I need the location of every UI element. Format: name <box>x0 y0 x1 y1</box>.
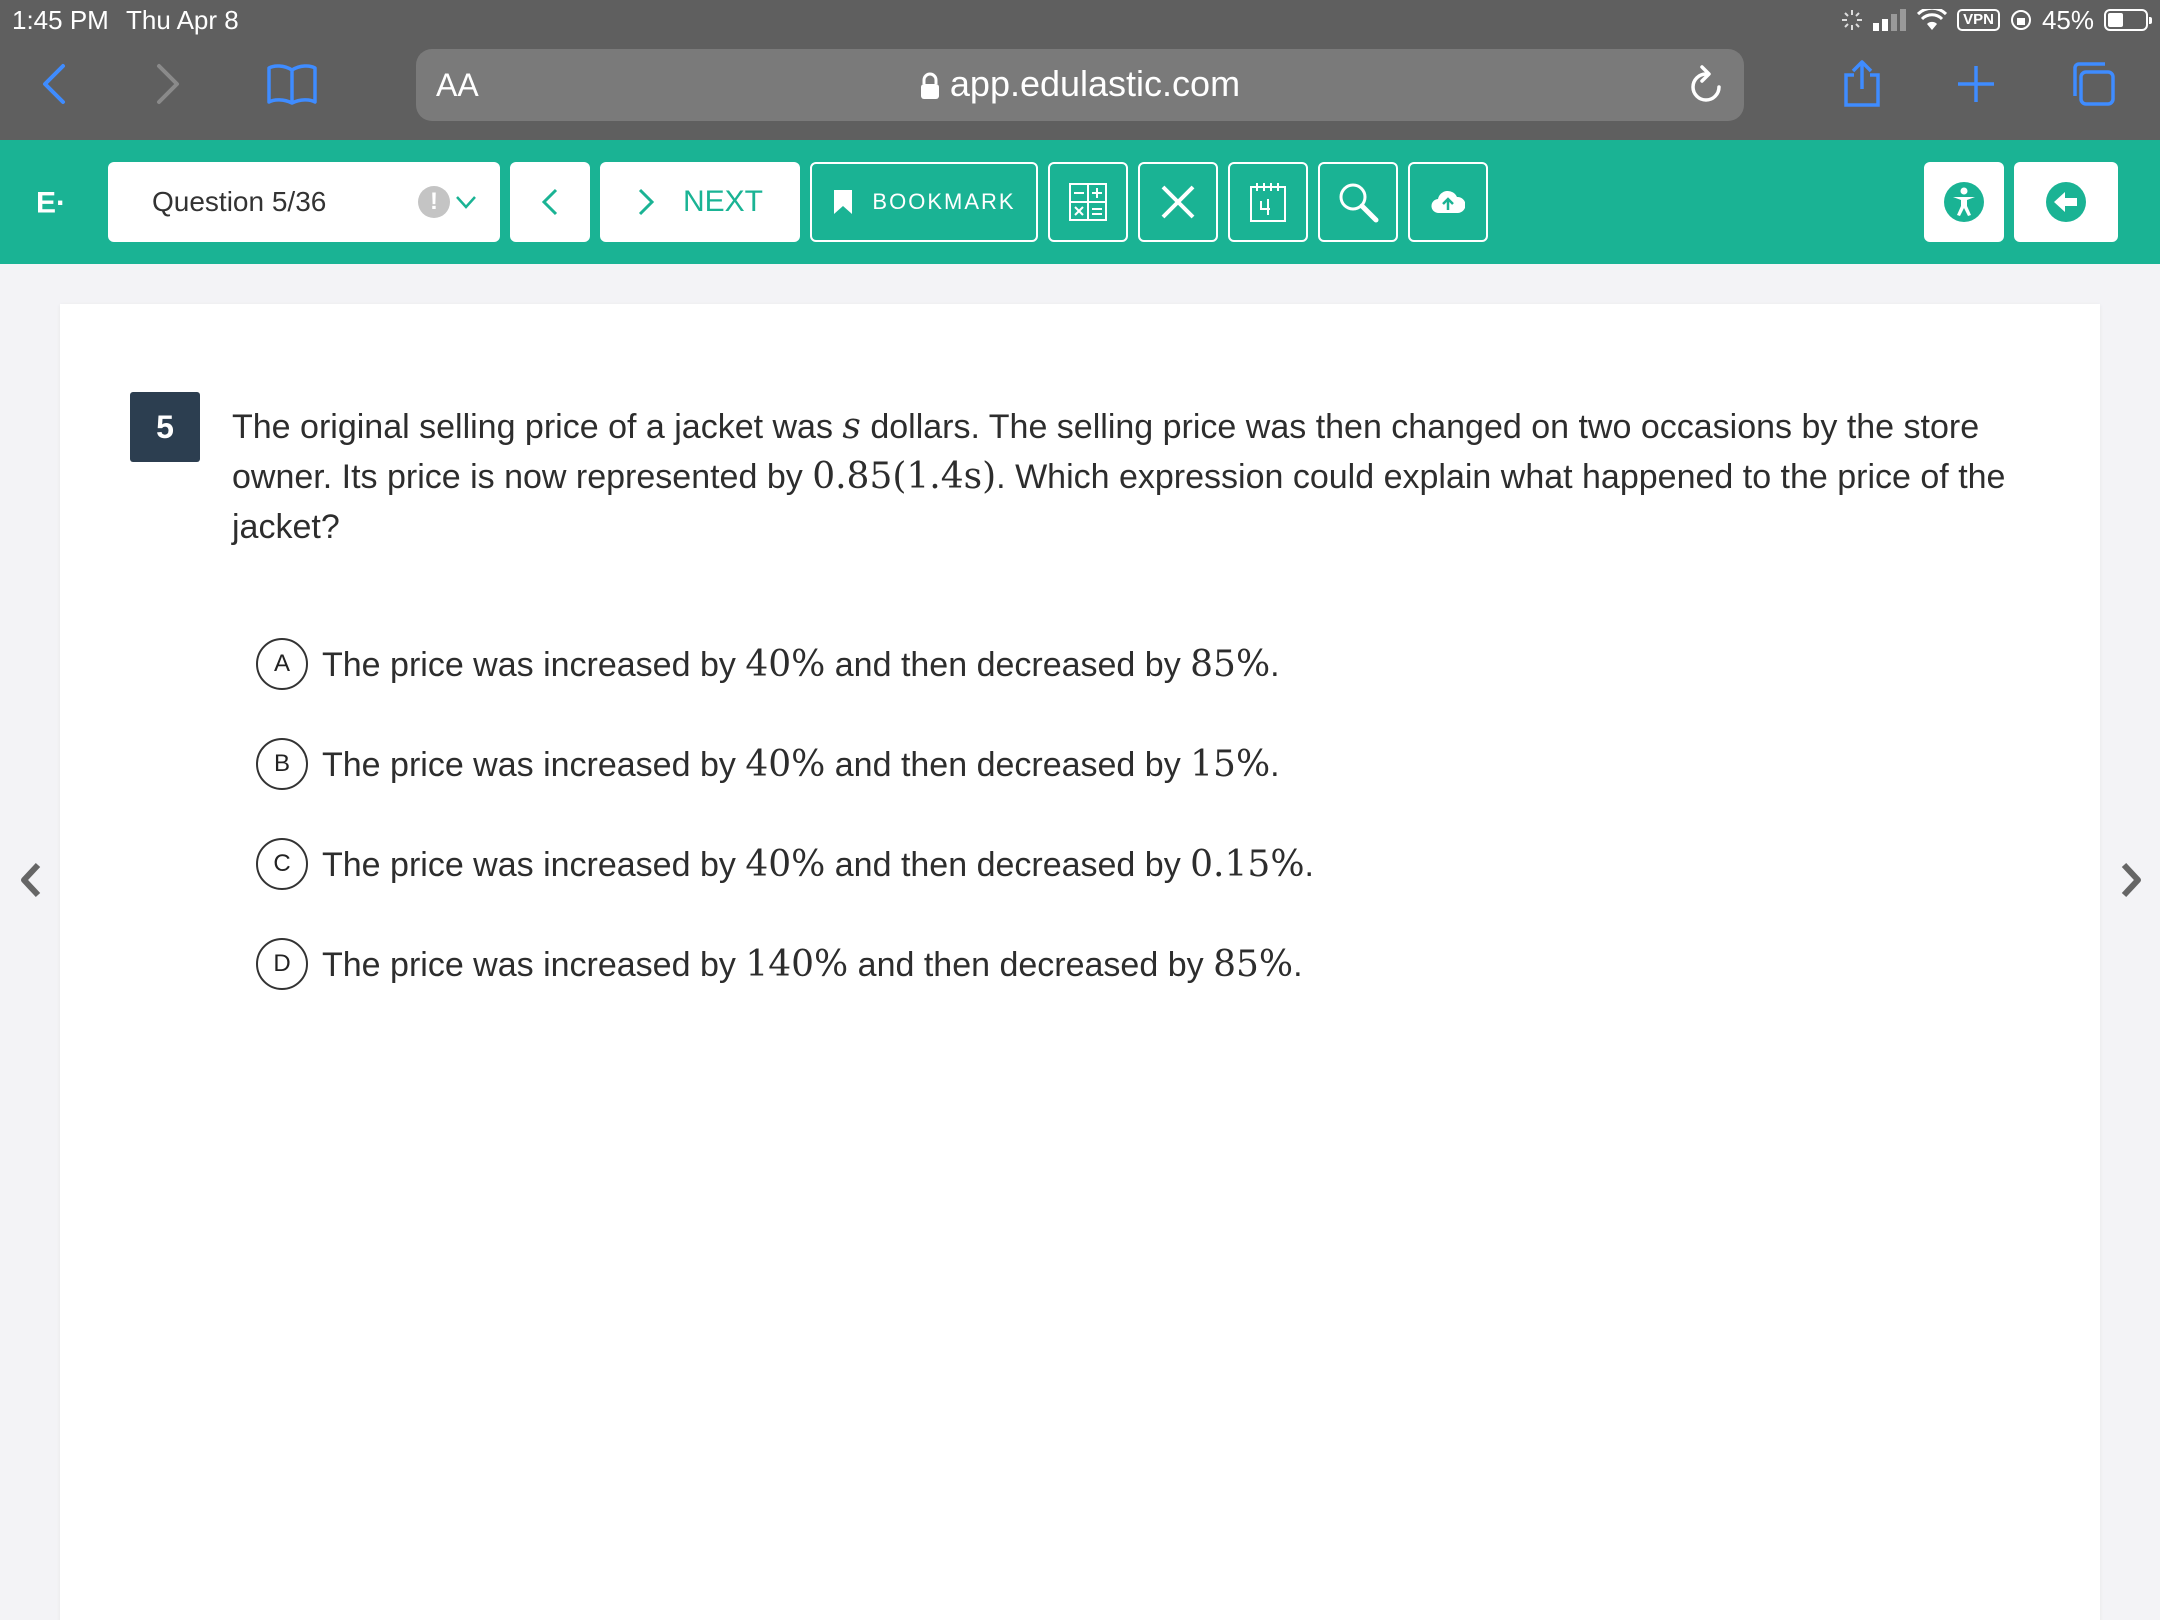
option-letter-circle[interactable]: D <box>256 938 308 990</box>
option-text: The price was increased by 140% and then decreased by 85%. <box>322 943 1303 985</box>
option-letter-circle[interactable]: A <box>256 638 308 690</box>
magnifier-icon <box>1337 181 1379 223</box>
question-stem: The original selling price of a jacket was s dollars. The selling price was then changed on two occasions by the store owner. Its price is now represented by 0.85(1.4s). Which expression could explain what happened to the price of the jacket? <box>232 406 2006 546</box>
status-time: 1:45 PM <box>12 5 109 35</box>
calculator-icon <box>1068 182 1108 222</box>
signal-icon <box>1873 9 1907 31</box>
option-text: The price was increased by 40% and then decreased by 85%. <box>322 643 1280 685</box>
question-card <box>60 304 2100 1620</box>
back-icon[interactable] <box>24 56 84 112</box>
forward-icon[interactable] <box>138 56 198 112</box>
previous-button[interactable] <box>510 162 590 242</box>
calculator-button[interactable] <box>1048 162 1128 242</box>
save-button[interactable] <box>1408 162 1488 242</box>
option-text: The price was increased by 40% and then decreased by 15%. <box>322 743 1280 785</box>
url-text: app.edulastic.com <box>416 63 1744 105</box>
exit-button[interactable] <box>2014 162 2118 242</box>
question-number-badge: 5 <box>130 392 200 462</box>
price-expression: 0.85(1.4s) <box>812 456 997 497</box>
option-text: The price was increased by 40% and then decreased by 0.15%. <box>322 843 1314 885</box>
warning-icon: ! <box>418 186 450 218</box>
previous-page-icon[interactable] <box>16 860 46 900</box>
battery-percent: 45% <box>2041 4 2094 35</box>
scratchpad-icon <box>1248 181 1288 223</box>
question-selector-label: Question 5/36 <box>152 186 327 217</box>
option-d[interactable] <box>256 934 1656 994</box>
next-button[interactable] <box>600 162 800 242</box>
accessibility-button[interactable] <box>1924 162 2004 242</box>
status-date: Thu Apr 8 <box>126 5 239 35</box>
bookmark-label: BOOKMARK <box>872 189 1016 214</box>
chevron-down-icon <box>454 188 478 216</box>
status-indicators <box>1841 4 2148 36</box>
plus-icon[interactable] <box>1946 56 2006 112</box>
activity-icon <box>1841 9 1863 31</box>
close-tool-button[interactable] <box>1138 162 1218 242</box>
cloud-upload-icon <box>1431 189 1465 215</box>
option-a[interactable] <box>256 634 1656 694</box>
option-letter-circle[interactable]: C <box>256 838 308 890</box>
vpn-badge: VPN <box>1957 9 2000 31</box>
variable-s: s <box>842 406 861 447</box>
reader-options-button[interactable]: AA <box>436 67 479 103</box>
status-bar <box>0 0 2160 40</box>
edulastic-logo: E· <box>36 186 67 220</box>
lock-icon <box>920 72 940 100</box>
option-c[interactable] <box>256 834 1656 894</box>
bookmark-button[interactable] <box>810 162 1038 242</box>
bookmark-icon <box>832 188 854 216</box>
next-page-icon[interactable] <box>2116 860 2146 900</box>
battery-icon <box>2104 9 2148 31</box>
wifi-icon <box>1917 9 1947 31</box>
next-label: NEXT <box>682 185 763 218</box>
accessibility-icon <box>1943 181 1985 223</box>
assessment-toolbar <box>0 140 2160 264</box>
next-chevron-icon <box>637 187 655 217</box>
reload-icon[interactable] <box>1686 63 1726 107</box>
rotation-lock-icon <box>2010 9 2032 31</box>
magnifier-button[interactable] <box>1318 162 1398 242</box>
exit-icon <box>2045 181 2087 223</box>
option-b[interactable] <box>256 734 1656 794</box>
close-icon <box>1160 184 1196 220</box>
question-selector[interactable] <box>108 162 500 242</box>
share-icon[interactable] <box>1832 56 1892 112</box>
browser-toolbar <box>0 40 2160 140</box>
option-letter-circle[interactable]: B <box>256 738 308 790</box>
tabs-icon[interactable] <box>2062 56 2122 112</box>
book-icon[interactable] <box>262 56 322 112</box>
address-bar[interactable] <box>416 49 1744 121</box>
scratchpad-button[interactable] <box>1228 162 1308 242</box>
prev-icon <box>540 186 560 218</box>
